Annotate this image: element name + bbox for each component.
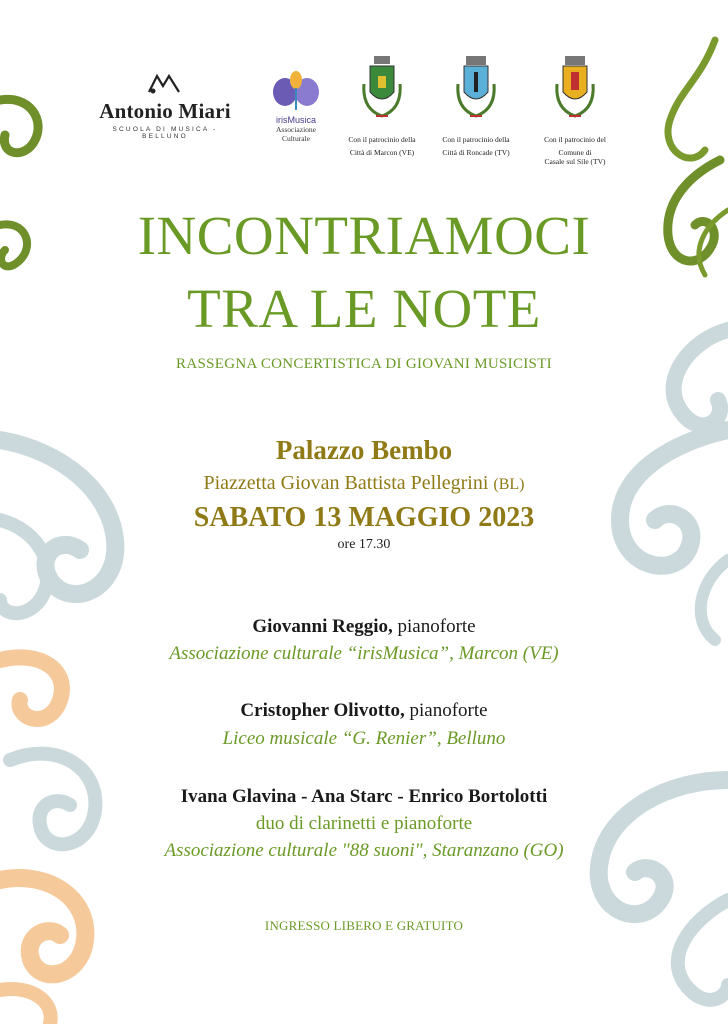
performer-3-description: duo di clarinetti e pianoforte (255, 813, 473, 834)
crest-roncade-caption-1: Con il patrocinio della (442, 135, 510, 144)
swirl-top-left (0, 99, 38, 152)
performer-3-name: Ivana Glavina - Ana Starc - Enrico Bortolotti (180, 786, 548, 807)
iris-flower-icon (271, 70, 321, 112)
crest-casale-caption-1: Con il patrocinio del (544, 135, 606, 144)
crest-marcon-caption-2: Città di Marcon (VE) (349, 148, 415, 157)
performer-1-instrument: pianoforte (397, 616, 476, 637)
event-date: SABATO 13 MAGGIO 2023 (193, 502, 535, 533)
performer-1-affiliation: Associazione culturale “irisMusica”, Marcon (VE) (169, 643, 559, 664)
venue-name: Palazzo Bembo (275, 435, 453, 465)
music-note-icon (145, 72, 185, 94)
event-time: ore 17.30 (337, 537, 391, 552)
performer-1-name: Giovanni Reggio, (252, 616, 393, 637)
crest-roncade (431, 54, 521, 157)
performer-2-instrument: pianoforte (409, 700, 488, 721)
logo-antonio-miari (92, 72, 238, 140)
iris-name: irisMusica (275, 115, 316, 125)
coat-of-arms-icon (551, 54, 599, 126)
performer-2-affiliation: Liceo musicale “G. Renier”, Belluno (222, 728, 506, 749)
logo-iris-musica (262, 70, 330, 143)
coat-of-arms-icon (358, 54, 406, 126)
crest-marcon (337, 54, 427, 157)
swirl-top-right (668, 40, 715, 158)
title-line-2: TRA LE NOTE (187, 278, 541, 339)
performer-3 (0, 786, 728, 808)
performer-3-affiliation: Associazione culturale "88 suoni", Staranzano (GO) (164, 840, 564, 861)
address-text: Piazzetta Giovan Battista Pellegrini (203, 472, 489, 494)
coat-of-arms-icon (452, 54, 500, 126)
crest-marcon-caption-1: Con il patrocinio della (348, 135, 416, 144)
subtitle: RASSEGNA CONCERTISTICA DI GIOVANI MUSICISTI (176, 356, 552, 372)
venue-address (0, 472, 728, 495)
crest-roncade-caption-2: Città di Roncade (TV) (442, 148, 510, 157)
performer-2-name: Cristopher Olivotto, (240, 700, 405, 721)
performer-2 (0, 700, 728, 722)
crest-casale-caption-2: Comune di (558, 148, 592, 157)
miari-subtitle: SCUOLA DI MUSICA - BELLUNO (112, 126, 218, 140)
miari-name: Antonio Miari (99, 99, 231, 123)
iris-line2: Culturale (282, 134, 310, 143)
title-line-1: INCONTRIAMOCI (137, 205, 591, 266)
iris-line1: Associazione (276, 125, 316, 134)
crest-casale-caption-3: Casale sul Sile (TV) (544, 157, 606, 166)
swirl-right-blue (674, 330, 728, 425)
crest-casale (530, 54, 620, 166)
performer-1 (0, 616, 728, 638)
address-suffix: (BL) (493, 476, 525, 493)
free-entry-note: INGRESSO LIBERO E GRATUITO (264, 918, 464, 933)
